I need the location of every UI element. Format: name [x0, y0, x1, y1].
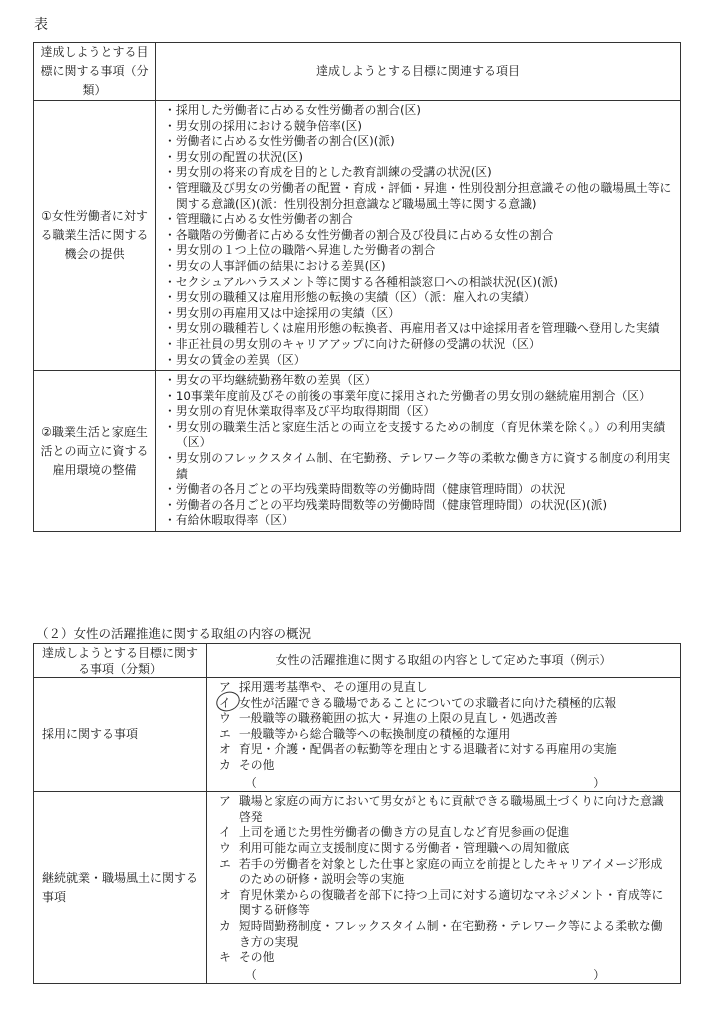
list-item	[213, 888, 674, 919]
other-blank: （ ）	[245, 775, 605, 790]
row-category: 継続就業・職場風土に関する事項	[34, 792, 207, 984]
kana-list	[207, 792, 680, 968]
list-item: ・ 男女別の職種若しくは雇用形態の転換者、再雇用者又は中途採用者を管理職へ登用した実績	[164, 321, 674, 337]
item-mark: イ	[219, 695, 231, 710]
list-item: ・ 管理職及び男女の労働者の配置・育成・評価・昇進・性別役割分担意識その他の職場風土等に関する意識(区)(派：性別役割分担意識など職場風土等に関する意識)	[164, 181, 674, 212]
header-category: 達成しようとする目標に関する事項（分類）	[34, 644, 207, 678]
list-item: ・ 各職階の労働者に占める女性労働者の割合及び役員に占める女性の割合	[164, 228, 674, 244]
item-mark: キ	[219, 950, 231, 965]
list-item	[213, 841, 674, 857]
list-item: ・ 男女別の職種又は雇用形態の転換の実績（区）（派：雇入れの実績）	[164, 290, 674, 306]
header-items: 達成しようとする目標に関連する項目	[156, 43, 681, 101]
list-item: ・ 男女別のフレックスタイム制、在宅勤務、テレワーク等の柔軟な働き方に資する制度の利用実績	[164, 451, 674, 482]
list-item	[213, 857, 674, 888]
list-item: ・ 非正社員の男女別のキャリアアップに向けた研修の受講の状況（区）	[164, 337, 674, 353]
header-category: 達成しようとする目標に関する事項（分類）	[34, 43, 156, 101]
list-item: ・ 男女の平均継続勤務年数の差異（区）	[164, 373, 674, 389]
list-item	[213, 680, 674, 696]
item-text: その他	[239, 757, 275, 772]
list-item	[213, 696, 674, 712]
list-item: ・ 男女別の採用における競争倍率(区)	[164, 119, 674, 135]
table-row	[34, 371, 681, 532]
list-item: ・ 労働者の各月ごとの平均残業時間数等の労働時間（健康管理時間）の状況	[164, 482, 674, 498]
item-mark: ア	[219, 680, 231, 694]
table-header-row	[34, 43, 681, 101]
list-item	[213, 727, 674, 743]
list-item	[213, 825, 674, 841]
item-text: 短時間勤務制度・フレックスタイム制・在宅勤務・テレワーク等による柔軟な働き方の実現	[239, 918, 663, 949]
item-mark: オ	[219, 742, 231, 757]
list-item: ・ 男女の賃金の差異（区）	[164, 353, 674, 369]
list-item: ・ 男女別の育児休業取得率及び平均取得期間（区）	[164, 404, 674, 420]
item-mark: エ	[219, 726, 231, 741]
target-items-table	[33, 42, 681, 532]
list-item	[213, 742, 674, 758]
item-text: 育児休業からの復職者を部下に持つ上司に対する適切なマネジメント・育成等に関する研修等	[239, 887, 664, 918]
item-text: 一般職等の職務範囲の拡大・昇進の上限の見直し・処遇改善	[239, 711, 558, 726]
table-row	[34, 792, 681, 984]
item-mark: エ	[219, 856, 231, 871]
other-blank: （ ）	[245, 967, 605, 982]
item-text: 採用選考基準や、その運用の見直し	[239, 680, 428, 694]
list-item: ・ 10事業年度前及びその前後の事業年度に採用された労働者の男女別の継続雇用割合（区）	[164, 389, 674, 405]
list-item: ・ 男女別の配置の状況(区)	[164, 150, 674, 166]
list-item: ・ 男女別の１つ上位の職階へ昇進した労働者の割合	[164, 243, 674, 259]
page-header: 表	[34, 17, 48, 33]
initiatives-table	[33, 643, 681, 984]
item-mark: イ	[219, 825, 231, 840]
list-item: ・ 男女別の職業生活と家庭生活との両立を支援するための制度（育児休業を除く。）の利用実績（区）	[164, 420, 674, 451]
table-row	[34, 678, 681, 792]
list-item: ・ 採用した労働者に占める女性労働者の割合(区)	[164, 103, 674, 119]
row-category: ②職業生活と家庭生活との両立に資する雇用環境の整備	[34, 371, 156, 532]
item-list	[156, 101, 680, 370]
item-text: 女性が活躍できる職場であることについての求職者に向けた積極的広報	[239, 695, 617, 710]
item-mark: カ	[219, 757, 231, 772]
section-title: （２）女性の活躍推進に関する取組の内容の概況	[36, 626, 312, 641]
item-text: その他	[239, 950, 275, 965]
list-item: ・ 有給休暇取得率（区）	[164, 513, 674, 529]
item-mark: オ	[219, 887, 231, 902]
item-text: 職場と家庭の両方において男女がともに貢献できる職場風土づくりに向けた意識啓発	[239, 794, 664, 824]
list-item: ・ 男女別の再雇用又は中途採用の実績（区）	[164, 306, 674, 322]
kana-list	[207, 678, 680, 776]
item-text: 若手の労働者を対象とした仕事と家庭の両立を前提としたキャリアイメージ形成のための研修・説明会等の実施	[239, 856, 663, 887]
row-category: ①女性労働者に対する職業生活に関する機会の提供	[34, 101, 156, 371]
list-item: ・ 男女の人事評価の結果における差異(区)	[164, 259, 674, 275]
item-text: 上司を通じた男性労働者の働き方の見直しなど育児参画の促進	[239, 825, 570, 840]
list-item	[213, 950, 674, 966]
list-item: ・ セクシュアルハラスメント等に関する各種相談窓口への相談状況(区)(派)	[164, 275, 674, 291]
table-row	[34, 101, 681, 371]
list-item: ・ 管理職に占める女性労働者の割合	[164, 212, 674, 228]
row-category: 採用に関する事項	[34, 678, 207, 792]
item-mark: ウ	[219, 840, 231, 855]
item-list	[156, 371, 680, 531]
list-item	[213, 711, 674, 727]
list-item	[213, 919, 674, 950]
list-item: ・ 労働者の各月ごとの平均残業時間数等の労働時間（健康管理時間）の状況(区)(派)	[164, 498, 674, 514]
item-mark: ア	[219, 794, 231, 809]
item-text: 育児・介護・配偶者の転勤等を理由とする退職者に対する再雇用の実施	[239, 742, 617, 757]
item-text: 利用可能な両立支援制度に関する労働者・管理職への周知徹底	[239, 840, 570, 855]
list-item: ・ 男女別の将来の育成を目的とした教育訓練の受講の状況(区)	[164, 165, 674, 181]
item-text: 一般職等から総合職等への転換制度の積極的な運用	[239, 726, 511, 741]
table-header-row	[34, 644, 681, 678]
list-item	[213, 794, 674, 825]
header-items: 女性の活躍推進に関する取組の内容として定めた事項（例示）	[207, 644, 681, 678]
list-item	[213, 758, 674, 774]
list-item: ・ 労働者に占める女性労働者の割合(区)(派)	[164, 134, 674, 150]
item-mark: ウ	[219, 711, 231, 726]
item-mark: カ	[219, 918, 231, 933]
